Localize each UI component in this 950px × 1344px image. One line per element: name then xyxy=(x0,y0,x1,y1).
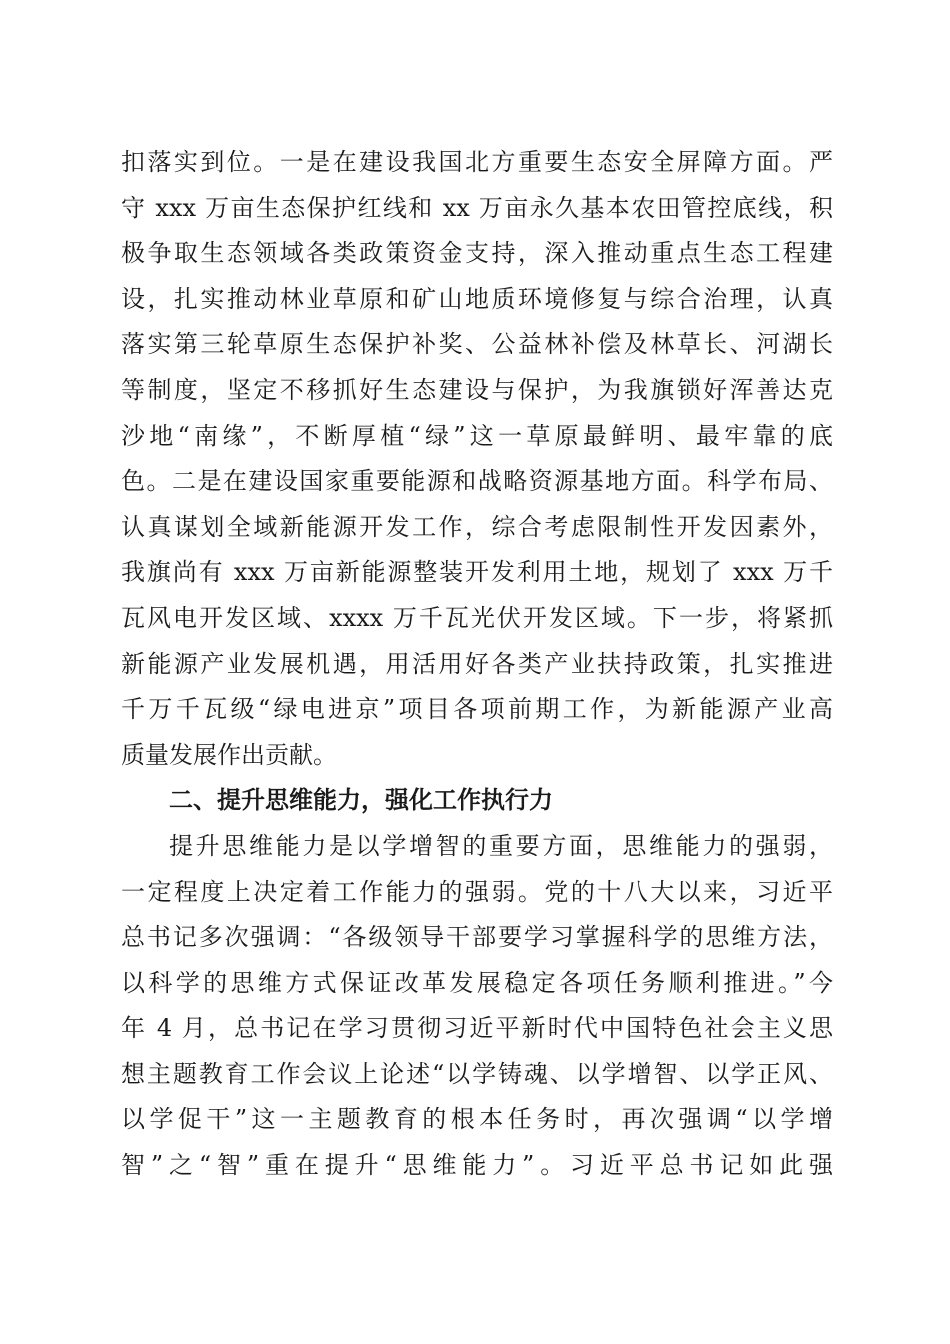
body-line: 千万千瓦级“绿电进京”项目各项前期工作，为新能源产业高 xyxy=(121,695,833,724)
body-line: 总书记多次强调：“各级领导干部要学习掌握科学的思维方法， xyxy=(121,923,833,952)
body-line: 极争取生态领域各类政策资金支持，深入推动重点生态工程建 xyxy=(121,239,833,268)
body-line: 质量发展作出贡献。 xyxy=(121,740,337,769)
body-line: 瓦风电开发区域、xxxx 万千瓦光伏开发区域。下一步，将紧抓 xyxy=(121,603,833,632)
body-line: 想主题教育工作会议上论述“以学铸魂、以学增智、以学正风、 xyxy=(121,1059,833,1088)
body-line: 一定程度上决定着工作能力的强弱。党的十八大以来，习近平 xyxy=(121,877,833,906)
body-line: 以科学的思维方式保证改革发展稳定各项任务顺利推进。”今 xyxy=(121,968,833,997)
body-line: 年 4 月，总书记在学习贯彻习近平新时代中国特色社会主义思 xyxy=(121,1014,833,1043)
body-line: 守 xxx 万亩生态保护红线和 xx 万亩永久基本农田管控底线，积 xyxy=(121,193,833,222)
body-line: 智”之“智”重在提升“思维能力”。习近平总书记如此强 xyxy=(121,1151,833,1180)
body-line: 等制度，坚定不移抓好生态建设与保护，为我旗锁好浑善达克 xyxy=(121,375,833,404)
section-heading: 二、提升思维能力，强化工作执行力 xyxy=(169,786,553,815)
body-line: 认真谋划全域新能源开发工作，综合考虑限制性开发因素外， xyxy=(121,512,833,541)
document-body xyxy=(121,140,833,1189)
body-line: 落实第三轮草原生态保护补奖、公益林补偿及林草长、河湖长 xyxy=(121,330,833,359)
body-line: 沙地“南缘”，不断厚植“绿”这一草原最鲜明、最牢靠的底 xyxy=(121,421,833,450)
body-line: 以学促干”这一主题教育的根本任务时，再次强调“以学增 xyxy=(121,1105,833,1134)
body-line: 扣落实到位。一是在建设我国北方重要生态安全屏障方面。严 xyxy=(121,148,833,176)
body-line: 色。二是在建设国家重要能源和战略资源基地方面。科学布局、 xyxy=(121,467,833,496)
body-line: 新能源产业发展机遇，用活用好各类产业扶持政策，扎实推进 xyxy=(121,649,833,678)
body-line: 我旗尚有 xxx 万亩新能源整装开发利用土地，规划了 xxx 万千 xyxy=(121,558,833,587)
body-line: 提升思维能力是以学增智的重要方面，思维能力的强弱， xyxy=(169,831,833,860)
body-line: 设，扎实推动林业草原和矿山地质环境修复与综合治理，认真 xyxy=(121,284,833,313)
